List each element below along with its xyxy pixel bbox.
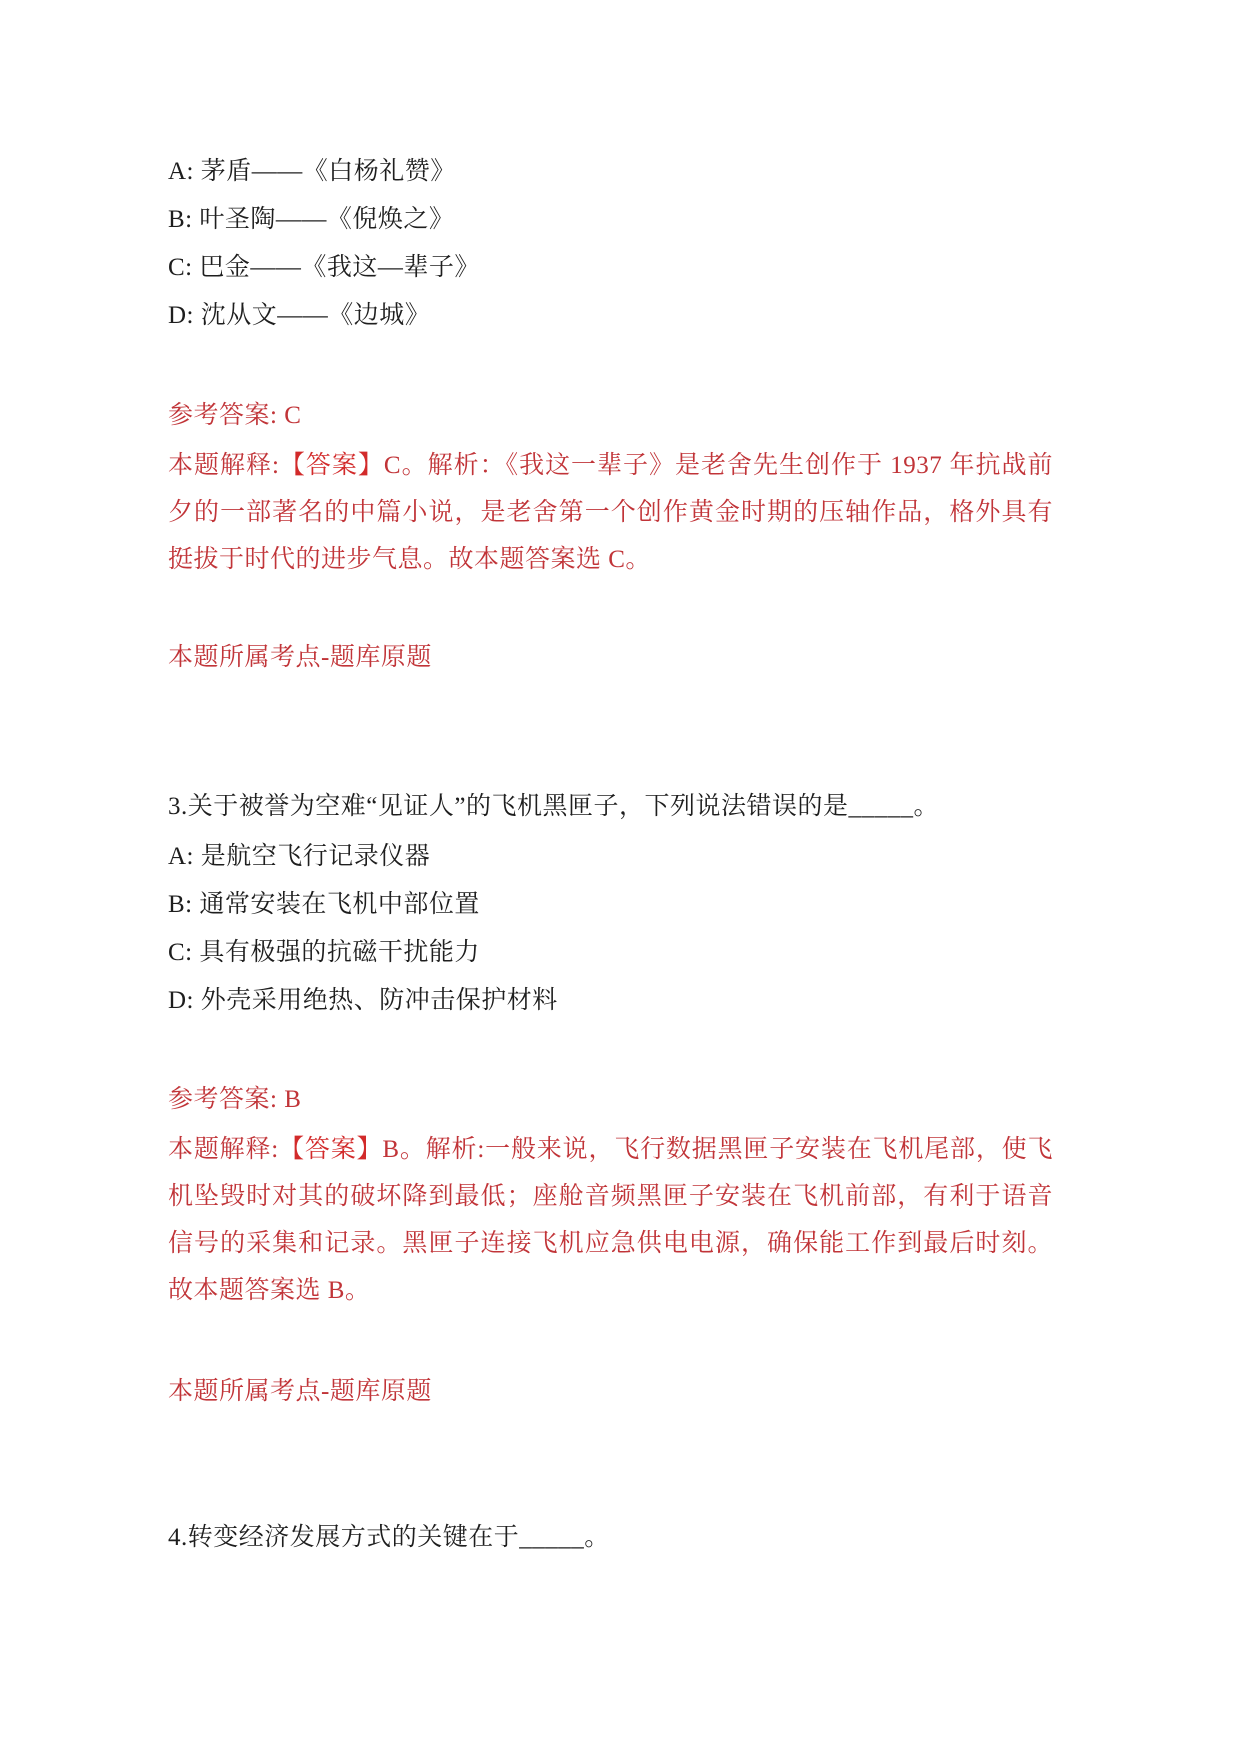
question-2-section — [168, 148, 1053, 682]
question-3-section — [168, 783, 1053, 1416]
q3-explanation-line-3: 信号的采集和记录。黑匣子连接飞机应急供电电源，确保能工作到最后时刻。 — [168, 1230, 1053, 1257]
q3-explanation-text-1: B。解析:一般来说，飞行数据黑匣子安装在飞机尾部，使飞 — [382, 1136, 1053, 1163]
q3-stem: 3.关于被誉为空难“见证人”的飞机黑匣子，下列说法错误的是_____。 — [168, 793, 939, 820]
q2-option-b: B: 叶圣陶——《倪焕之》 — [168, 206, 455, 233]
q2-explanation-line-2: 夕的一部著名的中篇小说，是老舍第一个创作黄金时期的压轴作品，格外具有 — [168, 499, 1053, 526]
q3-options — [168, 833, 1053, 1025]
q2-source-link-row — [168, 634, 1053, 682]
q3-option-d: D: 外壳采用绝热、防冲击保护材料 — [168, 987, 558, 1014]
q2-explanation-line-1 — [168, 442, 1053, 489]
q2-reference-answer: 参考答案: C — [168, 402, 302, 429]
q2-explanation-label: 本题解释: — [168, 452, 280, 479]
q3-explanation-line-1 — [168, 1126, 1053, 1173]
q2-option-c: C: 巴金——《我这—辈子》 — [168, 254, 480, 281]
q3-answer-tag: 【答案】 — [278, 1136, 383, 1163]
q4-stem: 4.转变经济发展方式的关键在于_____。 — [168, 1524, 610, 1551]
q2-explanation — [168, 442, 1053, 583]
q3-option-c: C: 具有极强的抗磁干扰能力 — [168, 939, 480, 966]
page-content — [168, 148, 1053, 1562]
q3-explanation — [168, 1126, 1053, 1314]
question-4-section — [168, 1514, 1053, 1562]
q3-reference-answer: 参考答案: B — [168, 1086, 302, 1113]
q2-answer-tag: 【答案】 — [279, 452, 384, 479]
q3-explanation-label: 本题解释: — [168, 1136, 279, 1163]
q2-explanation-text-1: C。解析：《我这一辈子》是老舍先生创作于 1937 年抗战前 — [383, 452, 1053, 479]
q3-explanation-line-4: 故本题答案选 B。 — [168, 1277, 371, 1304]
q3-explanation-line-2: 机坠毁时对其的破坏降到最低；座舱音频黑匣子安装在飞机前部，有利于语音 — [168, 1183, 1053, 1210]
q3-option-a: A: 是航空飞行记录仪器 — [168, 843, 431, 870]
q3-source-link[interactable]: 本题所属考点-题库原题 — [168, 1378, 432, 1405]
q2-option-a: A: 茅盾——《白杨礼赞》 — [168, 158, 456, 185]
q3-source-link-row — [168, 1368, 1053, 1416]
q3-option-b: B: 通常安装在飞机中部位置 — [168, 891, 480, 918]
q2-source-link[interactable]: 本题所属考点-题库原题 — [168, 644, 432, 671]
q2-option-d: D: 沈从文——《边城》 — [168, 302, 431, 329]
q2-explanation-line-3: 挺拔于时代的进步气息。故本题答案选 C。 — [168, 546, 651, 573]
